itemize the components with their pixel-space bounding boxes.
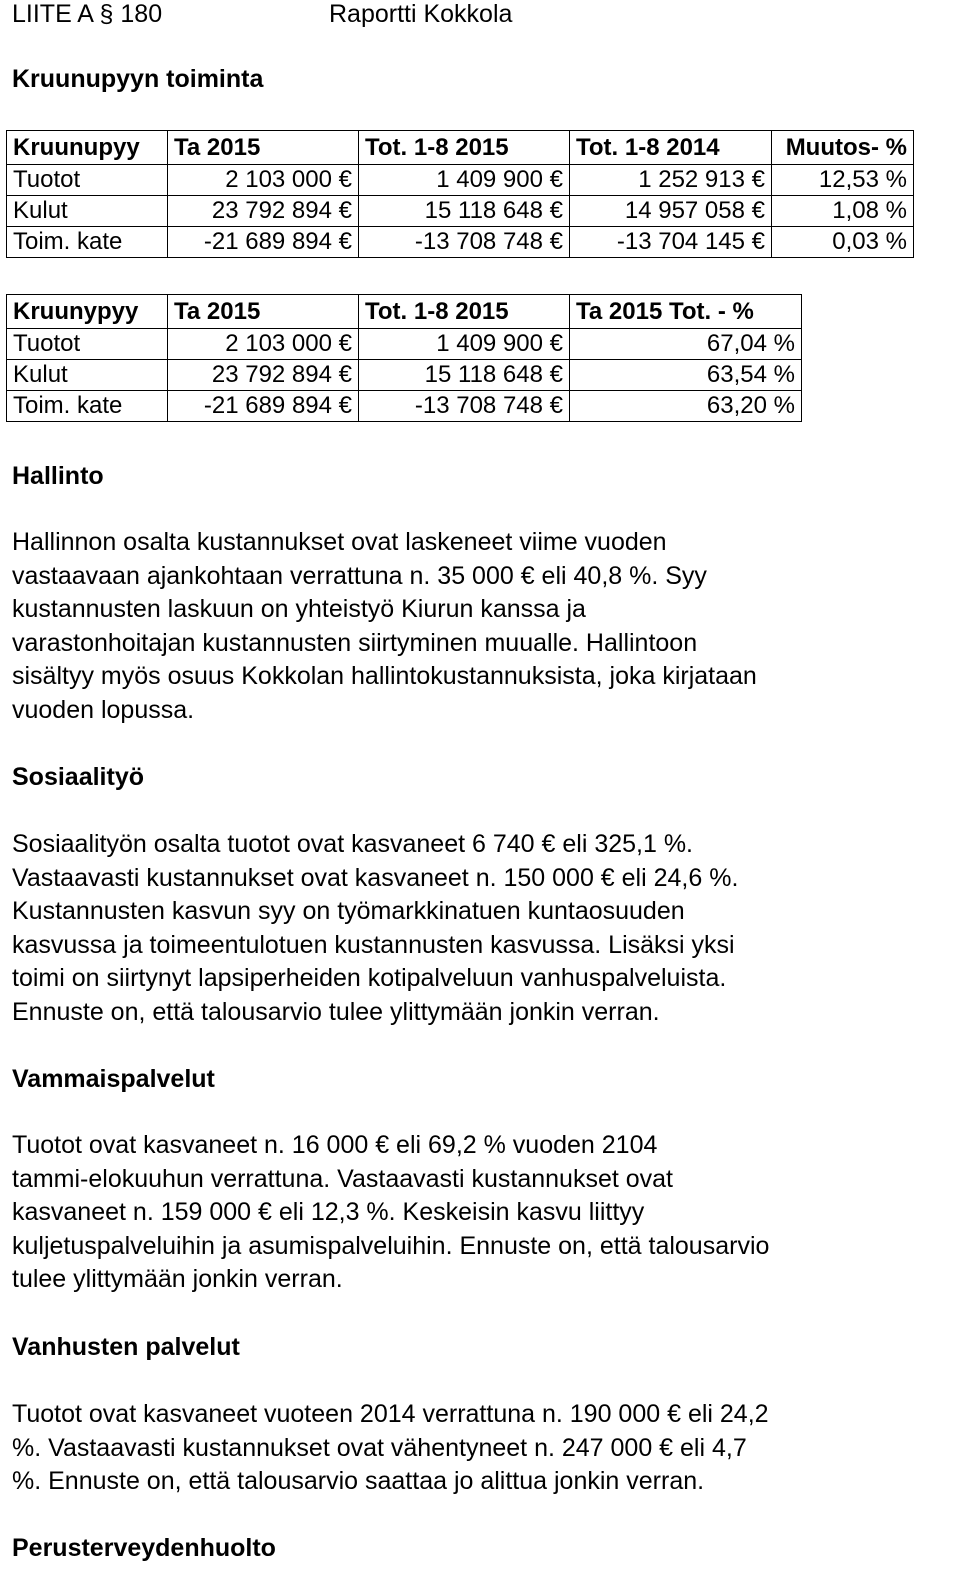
table-row (7, 165, 914, 196)
table-cell: -13 708 748 € (359, 391, 570, 422)
table-cell: -13 704 145 € (570, 227, 772, 258)
paragraph-line: kuljetuspalveluihin ja asumispalveluihin. Ennuste on, että talousarvio (12, 1231, 770, 1260)
paragraph-line: Tuotot ovat kasvaneet vuoteen 2014 verrattuna n. 190 000 € eli 24,2 (12, 1400, 769, 1428)
table-cell: Kulut (7, 196, 168, 227)
table-cell: -21 689 894 € (168, 227, 359, 258)
table-cell: 0,03 % (772, 227, 914, 258)
paragraph-line: kasvaneet n. 159 000 € eli 12,3 %. Keskeisin kasvu liittyy (12, 1198, 645, 1226)
table-cell: Tuotot (7, 329, 168, 360)
table-header-cell: Kruunupyy (7, 131, 168, 165)
paragraph-line: kustannusten laskuun on yhteistyö Kiurun kanssa ja (12, 595, 586, 623)
table-cell: 2 103 000 € (168, 329, 359, 360)
table-cell: 15 118 648 € (359, 360, 570, 391)
table-cell: 63,54 % (570, 360, 802, 391)
table-cell: -13 708 748 € (359, 227, 570, 258)
table-cell: Toim. kate (7, 391, 168, 422)
section-heading-hallinto: Hallinto (12, 462, 104, 490)
budget-table (6, 294, 802, 422)
table-row (7, 196, 914, 227)
paragraph-line: kasvussa ja toimeentulotuen kustannusten kasvussa. Lisäksi yksi (12, 930, 735, 959)
table-cell: 23 792 894 € (168, 360, 359, 391)
table-cell: 15 118 648 € (359, 196, 570, 227)
table-cell: 1 252 913 € (570, 165, 772, 196)
table-row (7, 227, 914, 258)
paragraph-line: vastaavaan ajankohtaan verrattuna n. 35 000 € eli 40,8 %. Syy (12, 561, 707, 590)
table-cell: 1 409 900 € (359, 165, 570, 196)
section-body-vammaispalvelut (12, 1129, 769, 1297)
paragraph-line: Ennuste on, että talousarvio tulee ylittymään jonkin verran. (12, 997, 660, 1026)
table-cell: 1,08 % (772, 196, 914, 227)
table-header-cell: Tot. 1-8 2014 (570, 131, 772, 165)
report-title: Raportti Kokkola (329, 0, 513, 28)
paragraph-line: vuoden lopussa. (12, 695, 195, 724)
section-body-sosiaalityo (12, 828, 738, 1029)
table-header-cell: Ta 2015 Tot. - % (570, 295, 802, 329)
table-cell: Tuotot (7, 165, 168, 196)
page-header (12, 0, 513, 28)
table-cell: Kulut (7, 360, 168, 391)
paragraph-line: tulee ylittymään jonkin verran. (12, 1265, 343, 1293)
section-heading-vammaispalvelut: Vammaispalvelut (12, 1065, 215, 1093)
paragraph-line: Kustannusten kasvun syy on työmarkkinatuen kuntaosuuden (12, 897, 685, 925)
paragraph-line: Tuotot ovat kasvaneet n. 16 000 € eli 69,2 % vuoden 2104 (12, 1131, 658, 1159)
section-body-hallinto (12, 526, 757, 727)
paragraph-line: toimi on siirtynyt lapsiperheiden kotipalveluun vanhuspalveluista. (12, 964, 727, 992)
document-title: Kruunupyyn toiminta (12, 65, 264, 93)
section-heading-sosiaalityo: Sosiaalityö (12, 763, 144, 791)
table-cell: 23 792 894 € (168, 196, 359, 227)
paragraph-line: sisältyy myös osuus Kokkolan hallintokustannuksista, joka kirjataan (12, 662, 757, 690)
table-header-row (7, 131, 914, 165)
table-cell: -21 689 894 € (168, 391, 359, 422)
table-header-cell: Muutos- % (772, 131, 914, 165)
table-row (7, 329, 802, 360)
section-heading-perusterveydenhuolto: Perusterveydenhuolto (12, 1534, 276, 1562)
table-cell: 14 957 058 € (570, 196, 772, 227)
table-row (7, 391, 802, 422)
table-header-cell: Ta 2015 (168, 131, 359, 165)
table-header-cell: Tot. 1-8 2015 (359, 131, 570, 165)
table-header-cell: Tot. 1-8 2015 (359, 295, 570, 329)
paragraph-line: tammi-elokuuhun verrattuna. Vastaavasti kustannukset ovat (12, 1164, 673, 1193)
table-header-row (7, 295, 802, 329)
table-cell: 67,04 % (570, 329, 802, 360)
appendix-label: LIITE A § 180 (12, 0, 163, 28)
table-cell: 63,20 % (570, 391, 802, 422)
comparison-table (6, 130, 914, 258)
paragraph-line: %. Ennuste on, että talousarvio saattaa jo alittua jonkin verran. (12, 1467, 705, 1495)
table-header-cell: Kruunypyy (7, 295, 168, 329)
paragraph-line: Vastaavasti kustannukset ovat kasvaneet n. 150 000 € eli 24,6 %. (12, 863, 739, 892)
paragraph-line: varastonhoitajan kustannusten siirtyminen muualle. Hallintoon (12, 628, 698, 657)
paragraph-line: Hallinnon osalta kustannukset ovat laskeneet viime vuoden (12, 528, 667, 556)
section-body-vanhusten-palvelut (12, 1398, 769, 1499)
section-heading-vanhusten-palvelut: Vanhusten palvelut (12, 1333, 240, 1361)
paragraph-line: %. Vastaavasti kustannukset ovat vähentyneet n. 247 000 € eli 4,7 (12, 1433, 747, 1462)
table-header-cell: Ta 2015 (168, 295, 359, 329)
table-row (7, 360, 802, 391)
table-cell: 12,53 % (772, 165, 914, 196)
paragraph-line: Sosiaalityön osalta tuotot ovat kasvaneet 6 740 € eli 325,1 %. (12, 830, 694, 858)
table-cell: Toim. kate (7, 227, 168, 258)
table-cell: 2 103 000 € (168, 165, 359, 196)
table-cell: 1 409 900 € (359, 329, 570, 360)
